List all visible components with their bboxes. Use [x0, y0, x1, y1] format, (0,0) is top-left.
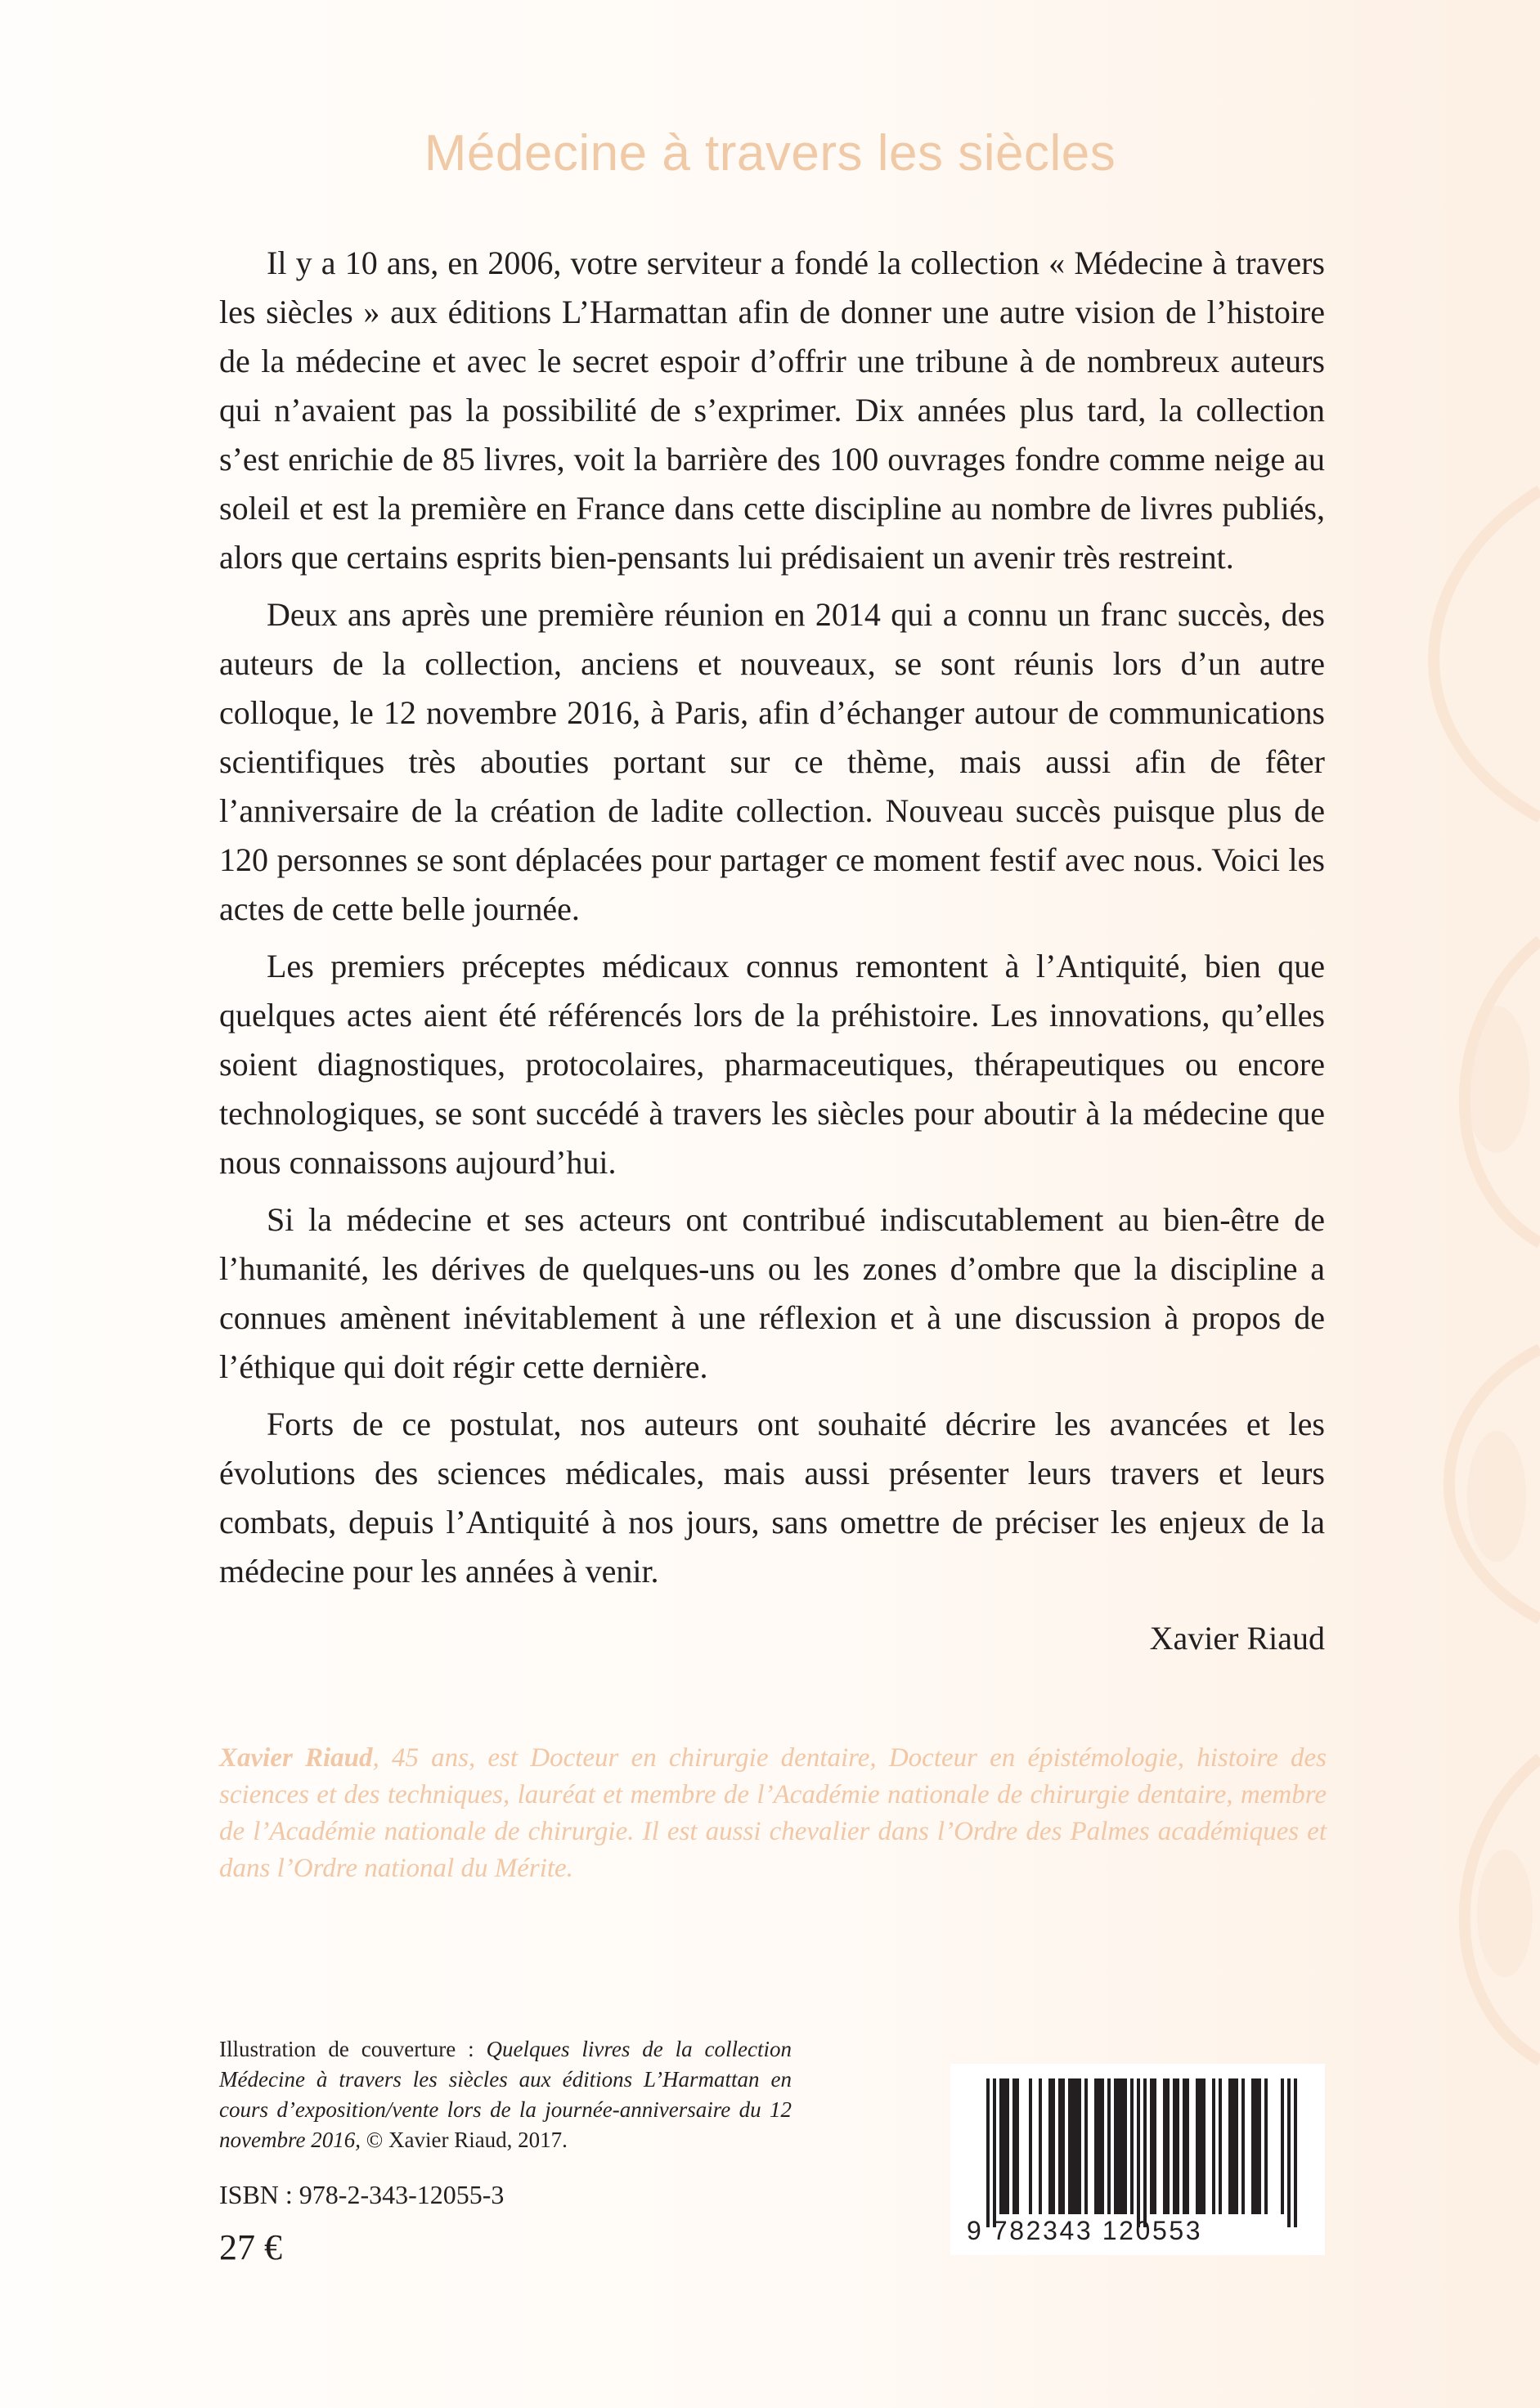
bio-text: , 45 ans, est Docteur en chirurgie dentaire, Docteur en épistémologie, histoire des sciences et des techniques, lauréat et membre de l’Académie nationale de chirurgie dentaire, membre de l’Académie nationale de chirurgie. Il est aussi chevalier dans l’Ordre des Palmes académiques et dans l’Ordre national du Mérite. [219, 1743, 1327, 1883]
barcode-bar [1039, 2078, 1042, 2214]
barcode-bar [1281, 2078, 1284, 2214]
barcode-bar [1150, 2078, 1153, 2214]
barcode-bar [999, 2078, 1003, 2214]
barcode-bar [1107, 2078, 1111, 2214]
paragraph: Forts de ce postulat, nos auteurs ont souhaité décrire les avancées et les évolutions des sciences médicales, mais aussi présenter leurs travers et leurs combats, depuis l’Antiquité à nos jours, sans omettre de préciser les enjeux de la médecine pour les années à venir. [219, 1406, 1325, 1590]
barcode-bar [1003, 2078, 1006, 2214]
barcode-bar [1052, 2078, 1055, 2214]
barcode-bar [1176, 2078, 1179, 2214]
barcode-bar [1117, 2078, 1120, 2214]
barcode-bar [1251, 2078, 1255, 2214]
author-signature: Xavier Riaud [1149, 1620, 1325, 1657]
barcode-bar [1294, 2078, 1297, 2227]
barcode-bar [1114, 2078, 1117, 2214]
paragraph: Les premiers préceptes médicaux connus remontent à l’Antiquité, bien que quelques actes aient été référencés lors de la préhistoire. Les innovations, qu’elles soient diagnostiques, protocolaires, pharmaceutiques, thérapeutiques ou encore technologiques, se sont succédé à travers les siècles pour aboutir à la médecine que nous connaissons aujourd’hui. [219, 948, 1325, 1181]
barcode-bar [1219, 2078, 1222, 2214]
credit-copyright: © Xavier Riaud, 2017. [360, 2128, 568, 2152]
barcode-bar [1078, 2078, 1081, 2214]
barcode-bar [1058, 2078, 1062, 2214]
barcode-bar [1258, 2078, 1261, 2214]
barcode-bar [1075, 2078, 1078, 2214]
barcode-bar [1202, 2078, 1206, 2214]
barcode-bar [1012, 2078, 1016, 2214]
price: 27 € [219, 2227, 282, 2267]
isbn-number: ISBN : 978-2-343-12055-3 [219, 2180, 505, 2209]
barcode-bar [1006, 2078, 1009, 2214]
barcode-bar [1264, 2078, 1268, 2214]
barcode-bar [1120, 2078, 1124, 2214]
barcode-bar [1143, 2078, 1147, 2227]
barcode-bar [1048, 2078, 1052, 2214]
barcode-bar [1153, 2078, 1156, 2214]
barcode-bar [1068, 2078, 1071, 2214]
paragraph: Si la médecine et ses acteurs ont contribué indiscutablement au bien-être de l’humanité, les dérives de quelques-uns ou les zones d’ombre que la discipline a connues amènent inévitablement à une réflexion et à une discussion à propos de l’éthique qui doit régir cette dernière. [219, 1201, 1325, 1385]
barcode-bar [986, 2078, 990, 2227]
barcode-bar [1016, 2078, 1019, 2214]
barcode-bar [1232, 2078, 1235, 2214]
barcode-bar [1084, 2078, 1088, 2214]
barcode-bar [1101, 2078, 1104, 2214]
barcode-bar [1287, 2078, 1291, 2227]
barcode-bar [1173, 2078, 1176, 2214]
barcode-bar [1241, 2078, 1245, 2214]
barcode-bar [1228, 2078, 1232, 2214]
barcode-digits: 9 782343 120553 [967, 2216, 1203, 2245]
barcode-bar [1124, 2078, 1127, 2214]
barcode-bar [1235, 2078, 1238, 2214]
barcode-bar [1071, 2078, 1075, 2214]
barcode-bar [1029, 2078, 1032, 2214]
paragraph: Il y a 10 ans, en 2006, votre serviteur a fondé la collection « Médecine à travers les siècles » aux éditions L’Harmattan afin de donner une autre vision de l’histoire de la médecine et avec le secret espoir d’offrir une tribune à de nombreux auteurs qui n’avaient pas la possibilité de s’exprimer. Dix années plus tard, la collection s’est enrichie de 85 livres, voit la barrière des 100 ouvrages fondre comme neige au soleil et est la première en France dans cette discipline au nombre de livres publiés, alors que certains esprits bien-pensants lui prédisaient un avenir très restreint. [219, 244, 1325, 576]
paragraph: Deux ans après une première réunion en 2014 qui a connu un franc succès, des auteurs de la collection, anciens et nouveaux, se sont réunis lors d’un autre colloque, le 12 novembre 2016, à Paris, afin d’échanger autour de communications scientifiques très abouties portant sur ce thème, mais aussi afin de fêter l’anniversaire de la création de ladite collection. Nouveau succès puisque plus de 120 personnes se sont déplacées pour partager ce moment festif avec nous. Voici les actes de cette belle journée. [219, 596, 1325, 927]
barcode-bar [1183, 2078, 1186, 2214]
barcode-bar [1137, 2078, 1140, 2227]
barcode-bar [1196, 2078, 1199, 2214]
barcode-bar [1255, 2078, 1258, 2214]
back-cover-text [219, 239, 1325, 1604]
bio-author-name: Xavier Riaud [219, 1743, 373, 1773]
cover-illustration-credit [219, 2034, 792, 2155]
barcode [950, 2064, 1325, 2255]
barcode-bar [1130, 2078, 1134, 2214]
barcode-bar [1166, 2078, 1170, 2214]
series-title: Médecine à travers les siècles [424, 125, 1116, 182]
barcode-bar [993, 2078, 996, 2227]
barcode-bar [1094, 2078, 1098, 2214]
barcode-bar [1098, 2078, 1101, 2214]
barcode-bar [1186, 2078, 1189, 2214]
barcode-bar [1163, 2078, 1166, 2214]
author-bio [219, 1740, 1327, 1887]
barcode-bar [1062, 2078, 1065, 2214]
barcode-bar [1212, 2078, 1215, 2214]
credit-description: Quelques livres de la collection Médecine à travers les siècles aux éditions L’Harmattan en cours d’exposition/vente lors de la journée-anniversaire du 12 novembre 2016, [219, 2037, 792, 2152]
barcode-bar [1199, 2078, 1202, 2214]
credit-label: Illustration de couverture : [219, 2037, 487, 2061]
